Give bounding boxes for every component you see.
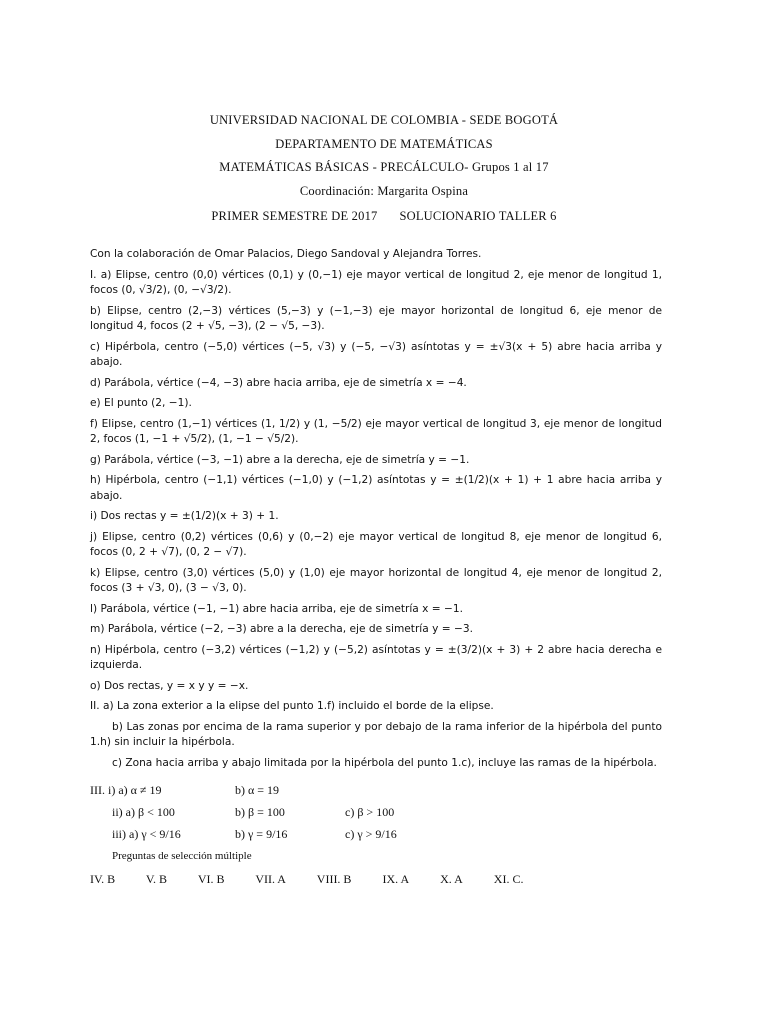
answer-3ii-b: b) β = 100 — [235, 805, 285, 819]
answer-1f: f) Elipse, centro (1,−1) vértices (1, 1/2) y (1, −5/2) eje mayor vertical de longitud 3, eje menor de longitud 2, focos (1, −1 + √5/2), (1, −1 − √5/2). — [90, 417, 662, 445]
answer-1n: n) Hipérbola, centro (−3,2) vértices (−1,2) y (−5,2) asíntotas y = ±(3/2)(x + 3) + 2 abre hacia derecha e izquierda. — [90, 643, 662, 671]
answer-3ii-c: c) β > 100 — [345, 805, 395, 819]
answer-2a: II. a) La zona exterior a la elipse del punto 1.f) incluido el borde de la elipse. — [90, 700, 494, 712]
section-3-row-2 — [90, 801, 662, 823]
semester-label: PRIMER SEMESTRE DE 2017 — [211, 209, 378, 223]
answer-1j: j) Elipse, centro (0,2) vértices (0,6) y (0,−2) eje mayor vertical de longitud 8, eje menor de longitud 6, focos (0, 2 + √7), (0, 2 − √7). — [90, 530, 662, 558]
intro-line: Con la colaboración de Omar Palacios, Diego Sandoval y Alejandra Torres. — [90, 248, 482, 260]
semester-title-row — [0, 205, 768, 229]
answer-3i-b: b) α = 19 — [235, 783, 280, 797]
document-header — [0, 109, 768, 229]
answer-v: V. B — [145, 872, 168, 886]
answer-x: X. A — [440, 872, 463, 886]
answer-3iii-a: iii) a) γ < 9/16 — [112, 827, 181, 841]
answer-1c: c) Hipérbola, centro (−5,0) vértices (−5, √3) y (−5, −√3) asíntotas y = ±√3(x + 5) abre hacia arriba y abajo. — [90, 340, 662, 368]
course-line: MATEMÁTICAS BÁSICAS - PRECÁLCULO- Grupos 1 al 17 — [219, 160, 549, 174]
answer-3iii-b: b) γ = 9/16 — [235, 827, 288, 841]
document-body — [90, 247, 662, 889]
answer-vii: VII. A — [255, 872, 286, 886]
answer-1o: o) Dos rectas, y = x y y = −x. — [90, 679, 249, 692]
answer-3i-a: III. i) a) α ≠ 19 — [90, 783, 162, 797]
answer-iv: IV. B — [90, 872, 116, 886]
department-line: DEPARTAMENTO DE MATEMÁTICAS — [275, 136, 493, 151]
answer-3ii-a: ii) a) β < 100 — [112, 805, 175, 819]
answer-1i: i) Dos rectas y = ±(1/2)(x + 3) + 1. — [90, 510, 279, 522]
multiple-choice-label: Preguntas de selección múltiple — [112, 850, 252, 862]
answer-1k: k) Elipse, centro (3,0) vértices (5,0) y (1,0) eje mayor horizontal de longitud 4, eje menor de longitud 2, focos (3 + √3, 0), (3 − √3, 0). — [90, 566, 662, 594]
university-line: UNIVERSIDAD NACIONAL DE COLOMBIA - SEDE BOGOTÁ — [209, 113, 559, 127]
answer-1l: l) Parábola, vértice (−1, −1) abre hacia arriba, eje de simetría x = −1. — [90, 602, 464, 615]
answer-vi: VI. B — [197, 872, 225, 886]
section-3-row-3 — [90, 823, 662, 845]
answer-xi: XI. C. — [493, 872, 524, 886]
answer-2c: c) Zona hacia arriba y abajo limitada por la hipérbola del punto 1.c), incluye las ramas de la hipérbola. — [112, 756, 657, 769]
document-title: SOLUCIONARIO TALLER 6 — [399, 209, 557, 223]
answer-1h: h) Hipérbola, centro (−1,1) vértices (−1,0) y (−1,2) asíntotas y = ±(1/2)(x + 1) + 1 abre hacia arriba y abajo. — [90, 474, 662, 502]
answer-1d: d) Parábola, vértice (−4, −3) abre hacia arriba, eje de simetría x = −4. — [90, 376, 467, 389]
answer-1g: g) Parábola, vértice (−3, −1) abre a la derecha, eje de simetría y = −1. — [90, 453, 470, 466]
section-3 — [90, 779, 662, 867]
answer-1a: I. a) Elipse, centro (0,0) vértices (0,1) y (0,−1) eje mayor vertical de longitud 2, eje menor de longitud 1, focos (0, √3/2), (0, −√3/2). — [90, 268, 662, 296]
coordination-line: Coordinación: Margarita Ospina — [299, 183, 469, 198]
answer-2b: b) Las zonas por encima de la rama superior y por debajo de la rama inferior de la hipérbola del punto 1.h) sin incluir la hipérbola. — [90, 720, 662, 748]
answer-viii: VIII. B — [316, 872, 352, 886]
answer-1m: m) Parábola, vértice (−2, −3) abre a la derecha, eje de simetría y = −3. — [90, 623, 473, 635]
section-3-row-1 — [90, 779, 662, 801]
answer-ix: IX. A — [382, 872, 410, 886]
multiple-choice-answers — [90, 869, 662, 889]
answer-3iii-c: c) γ > 9/16 — [345, 827, 397, 841]
answer-1b: b) Elipse, centro (2,−3) vértices (5,−3) y (−1,−3) eje mayor horizontal de longitud 6, eje menor de longitud 4, focos (2 + √5, −3), (2 − √5, −3). — [90, 304, 662, 332]
answer-1e: e) El punto (2, −1). — [90, 397, 192, 409]
